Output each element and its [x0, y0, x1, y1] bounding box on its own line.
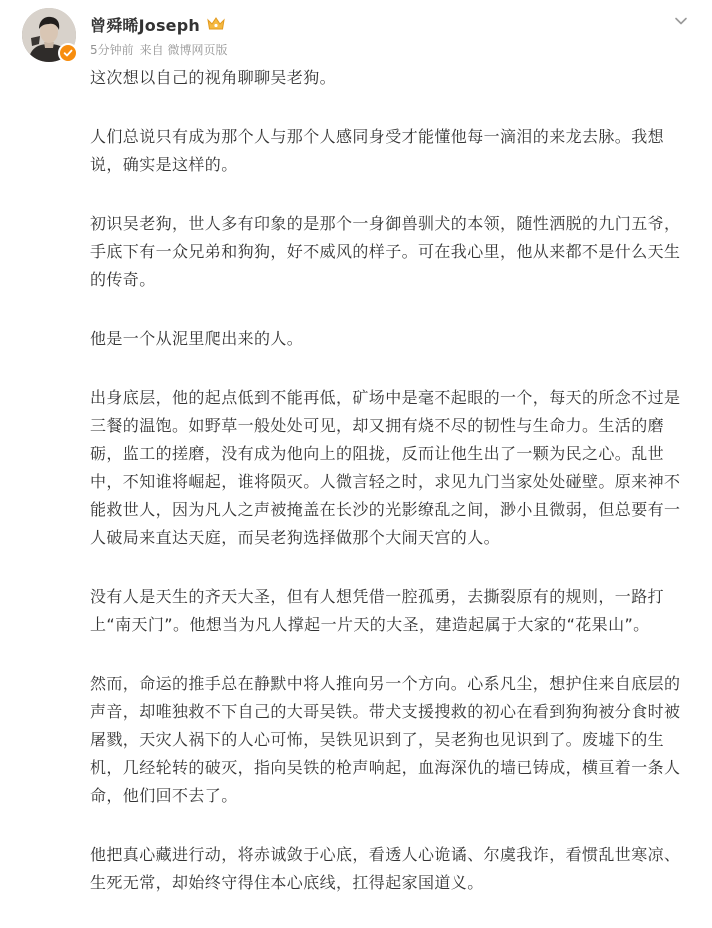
post-paragraph: 没有人是天生的齐天大圣，但有人想凭借一腔孤勇，去撕裂原有的规则，一路打上“南天门”。他想当为凡人撑起一片天的大圣，建造起属于大家的“花果山”。 [90, 587, 665, 634]
more-options-button[interactable] [672, 12, 690, 30]
post-paragraph: 然而，命运的推手总在静默中将人推向另一个方向。心系凡尘，想护住来自底层的声音，却唯独救不下自己的大哥吴铁。带犬支援搜救的初心在看到狗狗被分食时被屠戮，天灾人祸下的人心可怖，吴铁见识到了，吴老狗也见识到了。废墟下的生机，几经轮转的破灭，指向吴铁的枪声响起，血海深仇的墙已铸成，横亘着一条人命，他们回不去了。 [90, 674, 681, 805]
verified-badge-icon [58, 43, 78, 63]
post-paragraph: 他是一个从泥里爬出来的人。 [90, 329, 304, 348]
post-paragraph: 他把真心藏进行动，将赤诚敛于心底，看透人心诡谲、尔虞我诈，看惯乱世寒凉、生死无常，却始终守得住本心底线，扛得起家国道义。 [90, 845, 681, 892]
post-time[interactable]: 5分钟前 [90, 43, 134, 57]
author-name-row [90, 12, 226, 36]
post-body [90, 64, 690, 928]
post-source: 来自 微博网页版 [139, 43, 228, 57]
post-paragraph: 初识吴老狗，世人多有印象的是那个一身御兽驯犬的本领，随性洒脱的九门五爷，手底下有一众兄弟和狗狗，好不威风的样子。可在我心里，他从来都不是什么天生的传奇。 [90, 214, 681, 289]
post-paragraph: 人们总说只有成为那个人与那个人感同身受才能懂他每一滴泪的来龙去脉。我想说，确实是这样的。 [90, 127, 665, 174]
post-paragraph: 出身底层，他的起点低到不能再低，矿场中是毫不起眼的一个，每天的所念不过是三餐的温饱。如野草一般处处可见，却又拥有烧不尽的韧性与生命力。生活的磨砺，监工的搓磨，没有成为他向上的阻拢，反而让他生出了一颗为民之心。乱世中，不知谁将崛起，谁将陨灭。人微言轻之时，求见九门当家处处碰壁。原来神不能救世人，因为凡人之声被掩盖在长沙的光影缭乱之间，渺小且微弱，但总要有一人破局来直达天庭，而吴老狗选择做那个大闹天宫的人。 [90, 388, 681, 547]
post-meta [90, 41, 227, 58]
author-avatar-container[interactable] [22, 8, 76, 62]
crown-vip-icon[interactable] [206, 16, 226, 32]
post-paragraph: 这次想以自己的视角聊聊吴老狗。 [90, 68, 337, 87]
chevron-down-icon [672, 12, 690, 30]
post-header [0, 0, 712, 72]
author-name[interactable]: 曾舜晞Joseph [90, 15, 200, 35]
